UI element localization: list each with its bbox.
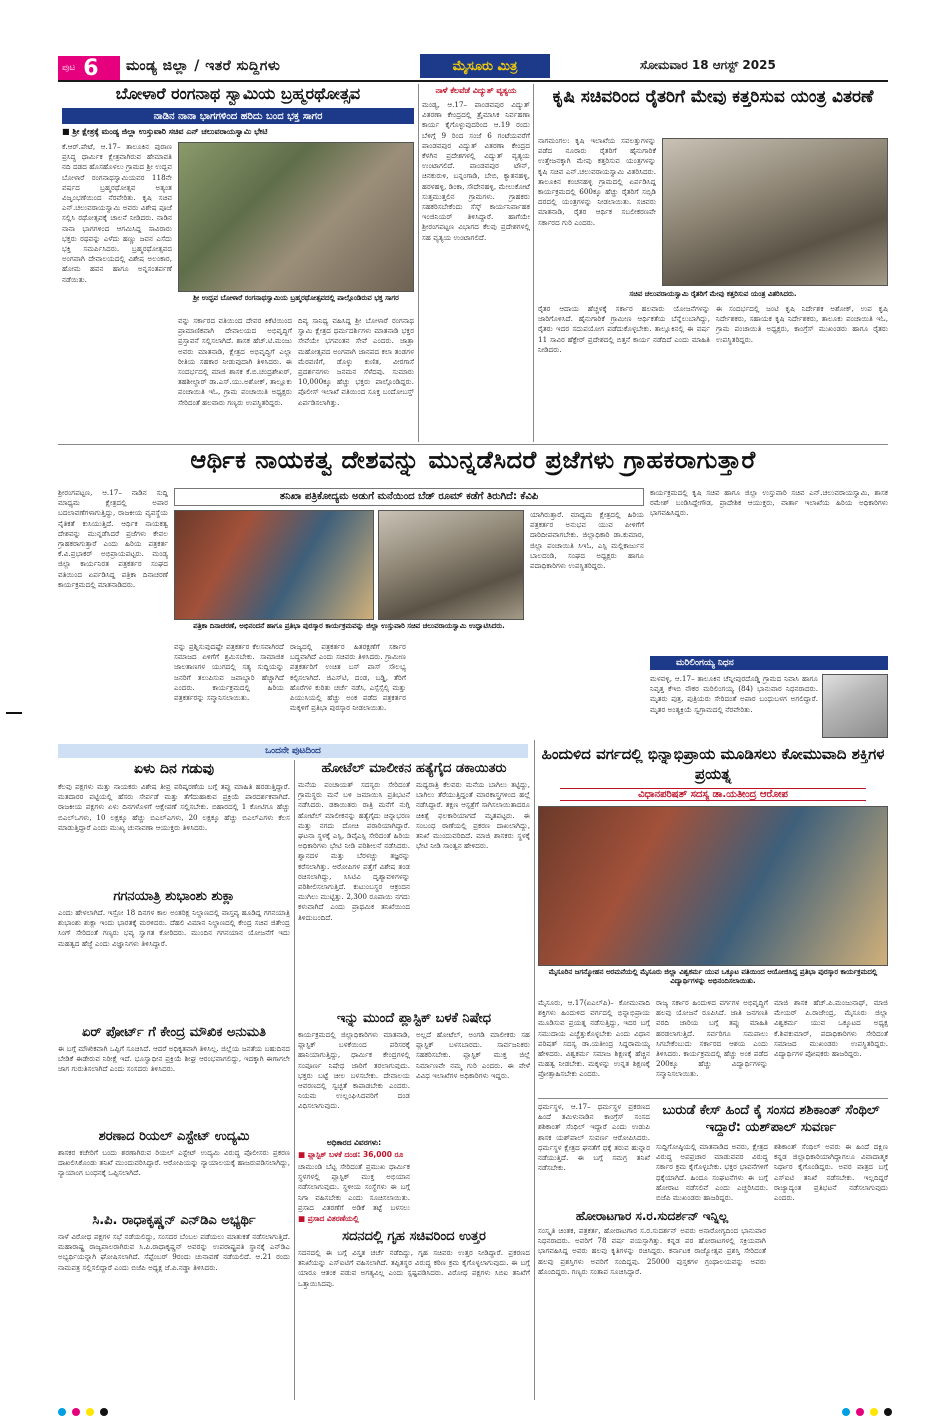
obituary-portrait [822, 674, 888, 738]
gaganayatri-headline: ಗಗನಯಾತ್ರಿ ಶುಭಾಂಶು ಶುಕ್ಲಾ [113, 889, 235, 904]
power-kicker: ನಾಳೆ ಕೆಲವೆಡೆ ವಿದ್ಯುತ್ ವ್ಯತ್ಯಯ [435, 86, 517, 95]
yellow-registration-dot [870, 1408, 878, 1416]
yellow-registration-dot [86, 1408, 94, 1416]
column-rule [533, 84, 534, 442]
economy-body-right: ರಾಜ್ಯದಲ್ಲಿ ಪತ್ರಕರ್ತರ ಹಿತರಕ್ಷಣೆಗೆ ಸರ್ಕಾರ ಬದ್ಧವಾಗಿದೆ ಎಂದು ಸಚಿವರು ತಿಳಿಸಿದರು. ಗ್ರಾಮೀಣ ಪತ್ರಕರ್ತರಿಗೆ ಉಚಿತ ಬಸ್ ಪಾಸ್ ಸೌಲಭ್ಯ ಕಲ್ಪಿಸಲಾಗಿದೆ. ಜಿಎಸ್‌ಟಿ, ದಂಡ, ಬಡ್ಡಿ, ತೆರಿಗೆ ಹೊರೆಗಳ ಕುರಿತು ಚರ್ಚೆ ನಡೆಸಿ, ಎಸ್ಸೆಸ್ಸೆಲ್ಸಿ ಮತ್ತು ಪಿಯುಸಿಯಲ್ಲಿ ಹೆಚ್ಚು ಅಂಕ ಪಡೆದ ಪತ್ರಕರ್ತರ ಮಕ್ಕಳಿಗೆ ಪ್ರತಿಭಾ ಪುರಸ್ಕಾರ ನೀಡಲಾಯಿತು. [290, 642, 406, 713]
page-number: 6 [83, 55, 99, 81]
section-rule [538, 1098, 888, 1099]
communal-subhead: ವಿಧಾನಪರಿಷತ್ ಸದಸ್ಯ ಡಾ.ಯತೀಂದ್ರ ಆರೋಪ [560, 788, 866, 801]
bolare-photo [178, 142, 414, 292]
communal-body-right: ಮಾಜಿ ಶಾಸಕ ಹೆಚ್.ಪಿ.ಮಂಜುನಾಥ್, ಮಾಜಿ ಮೇಯರ್ ಪಿ.ರಾಜೇಂದ್ರ, ಮೈಸೂರು ಜಿಲ್ಲಾ ವಿಶ್ವಕರ್ಮ ಯುವ ಒಕ್ಕೂಟದ ಅಧ್ಯಕ್ಷ ಕೆ.ಶಿವಕುಮಾರ್, ಪದಾಧಿಕಾರಿಗಳು ಸೇರಿದಂತೆ ಸಮಾಜದ ಮುಖಂಡರು ಉಪಸ್ಥಿತರಿದ್ದರು. ವಿದ್ಯಾರ್ಥಿಗಳ ಪೋಷಕರು ಹಾಜರಿದ್ದರು. [774, 998, 888, 1059]
power-body: ಮಂಡ್ಯ, ಆ.17– ಪಾಂಡವಪುರ ವಿದ್ಯುತ್ ವಿತರಣಾ ಕೇಂದ್ರದಲ್ಲಿ ತ್ರೈಮಾಸಿಕ ನಿರ್ವಹಣಾ ಕಾರ್ಯ ಕೈಗೊಳ್ಳುವುದರಿಂದ ಆ.19 ರಂದು ಬೆಳಿಗ್ಗೆ 9 ರಿಂದ ಸಂಜೆ 6 ಗಂಟೆಯವರೆಗೆ ಪಾಂಡವಪುರ ವಿದ್ಯುತ್ ವಿತರಣಾ ಕೇಂದ್ರದ ಕೆಳಗಿನ ಪ್ರದೇಶಗಳಲ್ಲಿ ವಿದ್ಯುತ್ ವ್ಯತ್ಯಯ ಉಂಟಾಗಲಿದೆ. ಪಾಂಡವಪುರ ಟೌನ್, ಚಿನಕುರುಳಿ, ಬನ್ನಂಗಾಡಿ, ಬೇಬಿ, ಕ್ಯಾತನಹಳ್ಳಿ, ಹರಳಹಳ್ಳಿ, ಡಿಂಕಾ, ಸೌದೇನಹಳ್ಳಿ, ಮೇಲುಕೋಟೆ ಸುತ್ತಮುತ್ತಲಿನ ಗ್ರಾಮಗಳು. ಗ್ರಾಹಕರು ಸಹಕರಿಸಬೇಕೆಂದು ಸೆಸ್ಕ್ ಕಾರ್ಯನಿರ್ವಾಹಕ ಇಂಜಿನಿಯರ್ ತಿಳಿಸಿದ್ದಾರೆ. ಹಾಗೆಯೇ ಶ್ರೀರಂಗಪಟ್ಟಣ ವಿಭಾಗದ ಕೆಲವು ಪ್ರದೇಶಗಳಲ್ಲಿ ಸಹ ವ್ಯತ್ಯಯ ಉಂಟಾಗಲಿದೆ. [422, 100, 530, 242]
plastic-headline: ಇನ್ನು ಮುಂದೆ ಪ್ಲಾಸ್ಟಿಕ್ ಬಳಕೆ ನಿಷೇಧ [336, 1011, 492, 1026]
gaganayatri-body: ಎಂದು ಹೇಳಲಾಗಿದೆ. ಇಸ್ರೋ 18 ದಿನಗಳ ಕಾಲ ಅಂತರಿಕ್ಷ ನಿಲ್ದಾಣದಲ್ಲಿ ವಾಸ್ತವ್ಯ ಹೂಡಿದ್ದ ಗಗನಯಾತ್ರಿ ಶುಭಾಂಶು ಶುಕ್ಲಾ ಇಂದು ಭಾರತಕ್ಕೆ ಮರಳಿದರು. ದೆಹಲಿ ವಿಮಾನ ನಿಲ್ದಾಣದಲ್ಲಿ ಕೇಂದ್ರ ಸಚಿವ ಜಿತೇಂದ್ರ ಸಿಂಗ್ ಸೇರಿದಂತೆ ಗಣ್ಯರು ಭವ್ಯ ಸ್ವಾಗತ ಕೋರಿದರು. ಮುಂದಿನ ಗಗನಯಾನ ಯೋಜನೆಗೆ ಇದು ಮಹತ್ವದ ಹೆಜ್ಜೆ ಎಂದು ವಿಜ್ಞಾನಿಗಳು ತಿಳಿಸಿದ್ದಾರೆ. [58, 908, 290, 948]
magenta-registration-dot [72, 1408, 80, 1416]
bolare-caption: ಶ್ರೀ ಉದ್ಭವ ಬೋಳಾರೆ ರಂಗನಾಥಸ್ವಾಮಿಯ ಬ್ರಹ್ಮರಥೋತ್ಸವದಲ್ಲಿ ಪಾಲ್ಗೊಂಡಿರುವ ಭಕ್ತ ಸಾಗರ [193, 294, 399, 302]
column-rule [418, 84, 419, 442]
communal-body-left: ಮೈಸೂರು, ಆ.17(ಏಎಲ್‌ಪಿ)– ಕೋಮುವಾದಿ ಶಕ್ತಿಗಳು ಹಿಂದುಳಿದ ವರ್ಗದಲ್ಲಿ ಭಿನ್ನಾಭಿಪ್ರಾಯ ಮೂಡಿಸುವ ಪ್ರಯತ್ನ ನಡೆಸುತ್ತಿದ್ದು, ಇದರ ಬಗ್ಗೆ ಸಮುದಾಯ ಎಚ್ಚೆತ್ತುಕೊಳ್ಳಬೇಕು ಎಂದು ವಿಧಾನ ಪರಿಷತ್ ಸದಸ್ಯ ಡಾ.ಯತೀಂದ್ರ ಸಿದ್ದರಾಮಯ್ಯ ಹೇಳಿದರು. ವಿಶ್ವಕರ್ಮ ಸಮಾಜ ಶಿಕ್ಷಣಕ್ಕೆ ಹೆಚ್ಚಿನ ಮಹತ್ವ ನೀಡಬೇಕು. ಮಕ್ಕಳನ್ನು ಉನ್ನತ ಶಿಕ್ಷಣಕ್ಕೆ ಪ್ರೋತ್ಸಾಹಿಸಬೇಕು ಎಂದರು. [538, 998, 650, 1079]
krishi-headline: ಕೃಷಿ ಸಚಿವರಿಂದ ರೈತರಿಗೆ ಮೇವು ಕತ್ತರಿಸುವ ಯಂತ್ರ ವಿತರಣೆ [552, 87, 874, 107]
obituary-body: ಮಳವಳ್ಳಿ, ಆ.17– ತಾಲೂಕಿನ ಚೆನ್ನೀಪುರದೊಡ್ಡಿ ಗ್ರಾಮದ ನಿವಾಸಿ ಹಾಗೂ ನಿವೃತ್ತ ಕೆಇಬಿ ನೌಕರ ಮರಿಲಿಂಗಯ್ಯ (84) ಭಾನುವಾರ ನಿಧನರಾದರು. ಮೃತರು ಪುತ್ರ, ಪುತ್ರಿಯರು ಸೇರಿದಂತೆ ಅಪಾರ ಬಂಧುಬಳಗ ಅಗಲಿದ್ದಾರೆ. ಮೃತರ ಅಂತ್ಯಕ್ರಿಯೆ ಸ್ವಗ್ರಾಮದಲ್ಲಿ ನೆರವೇರಿತು. [650, 674, 818, 714]
section-rule [58, 444, 888, 445]
economy-body-far: ಯಾಗಿರುತ್ತಾರೆ. ಮಾಧ್ಯಮ ಕ್ಷೇತ್ರದಲ್ಲಿ ಹಿರಿಯ ಪತ್ರಕರ್ತರ ಅನುಭವ ಯುವ ಪೀಳಿಗೆಗೆ ದಾರಿದೀಪವಾಗಬೇಕು. ಜಿಲ್ಲಾಧಿಕಾರಿ ಡಾ.ಕುಮಾರ, ಜಿಲ್ಲಾ ಪಂಚಾಯಿತಿ ಸಿಇಓ, ಎಸ್ಪಿ ಮಲ್ಲಿಕಾರ್ಜುನ ಬಾಲದಂಡಿ, ಸಂಘದ ಅಧ್ಯಕ್ಷರು ಹಾಗೂ ಪದಾಧಿಕಾರಿಗಳು ಉಪಸ್ಥಿತರಿದ್ದರು. [530, 510, 644, 571]
economy-kicker: ತನಿಖಾ ಪತ್ರಿಕೋದ್ಯಮ ಅಡುಗೆ ಮನೆಯಿಂದ ಬೆಡ್ ರೂಮ್ ಕಡೆಗೆ ತಿರುಗಿದೆ: ಕೆವಿಪಿ [174, 488, 644, 506]
airport-body: ಈ ಬಗ್ಗೆ ಮೌಖಿಕವಾಗಿ ಒಪ್ಪಿಗೆ ಸೂಚಿಸಿದೆ. ಆದರೆ ಅಧಿಕೃತವಾಗಿ ತಿಳಿಸಿಲ್ಲ. ಜಿಲ್ಲೆಯ ಜನತೆಯ ಬಹುದಿನದ ಬೇಡಿಕೆ ಈಡೇರುವ ನಿರೀಕ್ಷೆ ಇದೆ. ಭೂಸ್ವಾಧೀನ ಪ್ರಕ್ರಿಯೆ ಶೀಘ್ರ ಆರಂಭವಾಗಲಿದ್ದು, ಇದಕ್ಕಾಗಿ ಈಗಾಗಲೇ ಜಾಗ ಗುರುತಿಸಲಾಗಿದೆ ಎಂದು ಸಂಸದರು ತಿಳಿಸಿದರು. [58, 1044, 290, 1074]
plastic-fine-2: ■ ಪ್ರಸಾದ ವಿತರಣೆಯಲ್ಲಿ [298, 1214, 359, 1223]
continued-from-page-one: ಒಂದನೇ ಪುಟದಿಂದ [58, 744, 528, 758]
plastic-fine-label: ಅಧಿಕಾರದ ವಿವರಗಳು: [326, 1138, 382, 1147]
elu-dina-headline: ಏಳು ದಿನ ಗಡುವು [133, 761, 214, 777]
obituary-title: ಮರಿಲಿಂಗಯ್ಯ ನಿಧನ [650, 656, 888, 670]
communal-body-mid: ರಾಜ್ಯ ಸರ್ಕಾರ ಹಿಂದುಳಿದ ವರ್ಗಗಳ ಅಭಿವೃದ್ಧಿಗೆ ಹಲವು ಯೋಜನೆ ರೂಪಿಸಿದೆ. ಜಾತಿ ಜನಗಣತಿ ವರದಿ ಜಾರಿಯ ಬಗ್ಗೆ ತಪ್ಪು ಮಾಹಿತಿ ಹರಡಲಾಗುತ್ತಿದೆ. ಸರ್ವರಿಗೂ ಸಮಪಾಲು ಸಿಗಬೇಕೆಂಬುದು ಸರ್ಕಾರದ ಆಶಯ ಎಂದು ತಿಳಿಸಿದರು. ಕಾರ್ಯಕ್ರಮದಲ್ಲಿ ಹೆಚ್ಚು ಅಂಕ ಪಡೆದ 200ಕ್ಕೂ ಹೆಚ್ಚು ವಿದ್ಯಾರ್ಥಿಗಳನ್ನು ಸನ್ಮಾನಿಸಲಾಯಿತು. [656, 998, 768, 1079]
bolare-subhead: ನಾಡಿನ ನಾನಾ ಭಾಗಗಳಿಂದ ಹರಿದು ಬಂದ ಭಕ್ತ ಸಾಗರ [62, 108, 414, 124]
communal-caption: ಮೈಸೂರಿನ ಜಗನ್ಮೋಹನ ಅರಮನೆಯಲ್ಲಿ ಮೈಸೂರು ಜಿಲ್ಲಾ ವಿಶ್ವಕರ್ಮ ಯುವ ಒಕ್ಕೂಟ ವತಿಯಿಂದ ಆಯೋಜಿಸಿದ್ದ ಪ್ರತಿಭಾ ಪುರಸ್ಕಾರ ಕಾರ್ಯಕ್ರಮದಲ್ಲಿ ವಿದ್ಯಾರ್ಥಿಗಳನ್ನು ಅಭಿನಂದಿಸಲಾಯಿತು. [548, 968, 878, 985]
shashikanth-body-right: ಸುದ್ದಿಗೋಷ್ಠಿಯಲ್ಲಿ ಮಾತನಾಡಿದ ಅವರು, ಕ್ಷೇತ್ರದ ವಿರುದ್ಧ ಅಪಪ್ರಚಾರ ಮಾಡುವವರ ವಿರುದ್ಧ ಸರ್ಕಾರ ಕ್ರಮ ಕೈಗೊಳ್ಳಬೇಕು. ಭಕ್ತರ ಭಾವನೆಗಳಿಗೆ ಧಕ್ಕೆಯಾಗಿದೆ. ಹಿಂದೂ ಸಂಘಟನೆಗಳು ಈ ಬಗ್ಗೆ ಹೋರಾಟ ನಡೆಸಲಿವೆ ಎಂದು ಎಚ್ಚರಿಸಿದರು. ಬಿಜೆಪಿ ಮುಖಂಡರು ಹಾಜರಿದ್ದರು. [656, 1142, 768, 1203]
page-number-chip [58, 56, 120, 80]
plastic-fine-1: ■ ಪ್ಲಾಸ್ಟಿಕ್ ಬಳಕೆ ದಂಡ: 36,000 ರೂ [298, 1150, 404, 1159]
realestate-body: ಶಾಸಕರ ಕಚೇರಿಗೆ ಬಂದು ಶರಣಾಗಿರುವ ರಿಯಲ್ ಎಸ್ಟೇಟ್ ಉದ್ಯಮಿ ವಿರುದ್ಧ ಪೊಲೀಸರು ಪ್ರಕರಣ ದಾಖಲಿಸಿಕೊಂಡು ತನಿಖೆ ಮುಂದುವರಿಸಿದ್ದಾರೆ. ಆರೋಪಿಯನ್ನು ನ್ಯಾಯಾಲಯಕ್ಕೆ ಹಾಜರುಪಡಿಸಲಾಗಿದ್ದು, ನ್ಯಾಯಾಂಗ ಬಂಧನಕ್ಕೆ ಒಪ್ಪಿಸಲಾಗಿದೆ. [58, 1148, 290, 1178]
bolare-headline: ಬೋಳಾರೆ ರಂಗನಾಥ ಸ್ವಾಮಿಯ ಬ್ರಹ್ಮರಥೋತ್ಸವ [115, 84, 361, 103]
hotel-headline: ಹೋಟೆಲ್ ಮಾಲೀಕನ ಹತ್ಯೆಗೈದ ಡಕಾಯಿತರು [321, 761, 507, 776]
plastic-body-2: ಚಾಮುಂಡಿ ಬೆಟ್ಟ ಸೇರಿದಂತೆ ಪ್ರಮುಖ ಧಾರ್ಮಿಕ ಸ್ಥಳಗಳಲ್ಲಿ ಪ್ಲಾಸ್ಟಿಕ್ ಮುಕ್ತ ಅಭಿಯಾನ ನಡೆಸಲಾಗುವುದು. ಸ್ಥಳೀಯ ಸಂಸ್ಥೆಗಳು ಈ ಬಗ್ಗೆ ನಿಗಾ ವಹಿಸಬೇಕು ಎಂದು ಸೂಚಿಸಲಾಯಿತು. ಪ್ರಸಾದ ವಿತರಣೆಗೆ ಅಡಿಕೆ ತಟ್ಟೆ ಬಳಸಲು [298, 1162, 410, 1212]
communal-photo [538, 806, 888, 966]
column-rule [534, 740, 535, 1400]
paper-name: ಮೈಸೂರು ಮಿತ್ರ [420, 54, 550, 78]
plastic-body-3: ಅಲ್ಲದೆ ಹೋಟೆಲ್, ಅಂಗಡಿ ಮಾಲೀಕರು ಸಹ ಪ್ಲಾಸ್ಟಿಕ್ ಬಳಸಬಾರದು. ಸಾರ್ವಜನಿಕರು ಸಹಕರಿಸಬೇಕು. ಪ್ಲಾಸ್ಟಿಕ್ ಮುಕ್ತ ಜಿಲ್ಲೆ ನಿರ್ಮಾಣವೇ ನಮ್ಮ ಗುರಿ ಎಂದರು. ಈ ವೇಳೆ ವಿವಿಧ ಇಲಾಖೆಗಳ ಅಧಿಕಾರಿಗಳು ಇದ್ದರು. [416, 1030, 530, 1080]
column-rule [294, 760, 295, 1400]
economy-photo-1 [174, 510, 374, 620]
margin-mark [6, 712, 22, 714]
sudarshan-body: ಸಂಸ್ಕೃತಿ ಚಿಂತಕ, ಪತ್ರಕರ್ತ, ಹೋರಾಟಗಾರ ಸ.ರ.ಸುದರ್ಶನ್ ಅವರು ಅನಾರೋಗ್ಯದಿಂದ ಭಾನುವಾರ ನಿಧನರಾದರು. ಅವರಿಗೆ 78 ವರ್ಷ ವಯಸ್ಸಾಗಿತ್ತು. ಕನ್ನಡ ಪರ ಹೋರಾಟಗಳಲ್ಲಿ ಸಕ್ರಿಯವಾಗಿ ಭಾಗವಹಿಸಿದ್ದ ಅವರು ಹಲವು ಕೃತಿಗಳನ್ನು ರಚಿಸಿದ್ದರು. ಕರ್ನಾಟಕ ರಾಜ್ಯೋತ್ಸವ ಪ್ರಶಸ್ತಿ ಸೇರಿದಂತೆ ಹಲವು ಪ್ರಶಸ್ತಿಗಳು ಅವರಿಗೆ ಸಂದಿದ್ದವು. 25000 ಪುಸ್ತಕಗಳ ಗ್ರಂಥಾಲಯವನ್ನು ಅವರು ಹೊಂದಿದ್ದರು. ಗಣ್ಯರು ಸಂತಾಪ ಸೂಚಿಸಿದ್ದಾರೆ. [538, 1226, 766, 1276]
bolare-body-right: ದಿವ್ಯ ಸಾನಿಧ್ಯ ವಹಿಸಿದ್ದ ಶ್ರೀ ಬೋಳಾರೆ ರಂಗನಾಥ ಸ್ವಾಮಿ ಕ್ಷೇತ್ರದ ಧರ್ಮದರ್ಶಿಗಳು ಮಾತನಾಡಿ ಭಕ್ತರ ಸೇವೆಯೇ ಭಗವಂತನ ಸೇವೆ ಎಂದರು. ಜಾತ್ರಾ ಮಹೋತ್ಸವದ ಅಂಗವಾಗಿ ಜಾನಪದ ಕಲಾ ತಂಡಗಳ ಮೆರವಣಿಗೆ, ಡೊಳ್ಳು ಕುಣಿತ, ವೀರಗಾಸೆ ಪ್ರದರ್ಶನಗಳು ಜನಮನ ಸೆಳೆದವು. ಸುಮಾರು 10,000ಕ್ಕೂ ಹೆಚ್ಚು ಭಕ್ತರು ಪಾಲ್ಗೊಂಡಿದ್ದರು. ಪೊಲೀಸ್ ಇಲಾಖೆ ವತಿಯಿಂದ ಸೂಕ್ತ ಬಂದೋಬಸ್ತ್ ಏರ್ಪಡಿಸಲಾಗಿತ್ತು. [298, 316, 414, 407]
radhakrishnan-body: ನಾಳೆ ವಿರೋಧ ಪಕ್ಷಗಳ ಸಭೆ ನಡೆಯಲಿದ್ದು, ಸಂಸದರ ಬೆಂಬಲ ಪಡೆಯಲು ಮಾತುಕತೆ ನಡೆಸಲಾಗುತ್ತಿದೆ. ಮಹಾರಾಷ್ಟ್ರ ರಾಜ್ಯಪಾಲರಾಗಿರುವ ಸಿ.ಪಿ.ರಾಧಾಕೃಷ್ಣನ್ ಅವರನ್ನು ಉಪರಾಷ್ಟ್ರಪತಿ ಸ್ಥಾನಕ್ಕೆ ಎನ್‌ಡಿಎ ಅಭ್ಯರ್ಥಿಯನ್ನಾಗಿ ಘೋಷಿಸಲಾಗಿದೆ. ಸೆಪ್ಟೆಂಬರ್ 9ರಂದು ಚುನಾವಣೆ ನಡೆಯಲಿದೆ. ಆ.21 ರಂದು ನಾಮಪತ್ರ ಸಲ್ಲಿಸಲಿದ್ದಾರೆ ಎಂದು ಬಿಜೆಪಿ ಅಧ್ಯಕ್ಷ ಜೆ.ಪಿ.ನಡ್ಡಾ ತಿಳಿಸಿದರು. [58, 1232, 290, 1272]
elu-dina-body: ಕೆಲವು ಪಕ್ಷಗಳು ಮತ್ತು ನಾಯಕರು ವಿಶೇಷ ತೀವ್ರ ಪರಿಷ್ಕರಣೆಯ ಬಗ್ಗೆ ತಪ್ಪು ಮಾಹಿತಿ ಹರಡುತ್ತಿದ್ದಾರೆ. ಮತದಾರರ ಪಟ್ಟಿಯಲ್ಲಿ ಹೆಸರು ಸೇರ್ಪಡೆ ಮತ್ತು ತೆಗೆದುಹಾಕುವ ಪ್ರಕ್ರಿಯೆ ಪಾರದರ್ಶಕವಾಗಿದೆ. ರಾಜಕೀಯ ಪಕ್ಷಗಳು ಏಳು ದಿನಗಳೊಳಗೆ ಆಕ್ಷೇಪಣೆ ಸಲ್ಲಿಸಬೇಕು. ಬಿಹಾರದಲ್ಲಿ 1 ಕೋಟಿಗೂ ಹೆಚ್ಚು ಬಿಎಲ್‌ಒಗಳು, 10 ಲಕ್ಷಕ್ಕೂ ಹೆಚ್ಚು ಬಿಎಲ್‌ಎಗಳು, 20 ಲಕ್ಷಕ್ಕೂ ಹೆಚ್ಚು ಬಿಎಲ್‌ಎಗಳು ಕೆಲಸ ಮಾಡುತ್ತಿದ್ದಾರೆ ಎಂದು ಮುಖ್ಯ ಚುನಾವಣಾ ಆಯುಕ್ತರು ತಿಳಿಸಿದರು. [58, 782, 290, 832]
bolare-body-mid: ವನ್ನು ಸರ್ಕಾರದ ವತಿಯಿಂದ ದೇವರ ಕಿಕೆಟಿಯಿಂದ ಪ್ರಾಮಾಣಿಕವಾಗಿ ದೇವಾಲಯದ ಅಭಿವೃದ್ಧಿಗೆ ಪ್ರಸ್ತಾವನೆ ಸಲ್ಲಿಸಲಾಗಿದೆ. ಶಾಸಕ ಹೆಚ್.ಟಿ.ಮಂಜು ಅವರು ಮಾತನಾಡಿ, ಕ್ಷೇತ್ರದ ಅಭಿವೃದ್ಧಿಗೆ ಎಲ್ಲಾ ರೀತಿಯ ಸಹಕಾರ ನೀಡುವುದಾಗಿ ತಿಳಿಸಿದರು. ಈ ಸಂದರ್ಭದಲ್ಲಿ ಮಾಜಿ ಶಾಸಕ ಕೆ.ಬಿ.ಚಂದ್ರಶೇಖರ್, ತಹಶೀಲ್ದಾರ್ ಡಾ.ಎಸ್.ಯು.ಅಶೋಕ್, ತಾಲ್ಲೂಕು ಪಂಚಾಯಿತಿ ಇಓ, ಗ್ರಾಮ ಪಂಚಾಯಿತಿ ಅಧ್ಯಕ್ಷರು ಸೇರಿದಂತೆ ಹಲವಾರು ಗಣ್ಯರು ಉಪಸ್ಥಿತರಿದ್ದರು. [178, 316, 292, 407]
airport-headline: ಏರ್ ಪೋರ್ಟ್ ಗೆ ಕೇಂದ್ರ ಮೌಖಿಕ ಅನುಮತಿ [81, 1025, 267, 1040]
economy-caption: ಪತ್ರಿಕಾ ದಿನಾಚರಣೆ, ಅಭಿನಂದನೆ ಹಾಗೂ ಪ್ರತಿಭಾ ಪುರಸ್ಕಾರ ಕಾರ್ಯಕ್ರಮವನ್ನು ಜಿಲ್ಲಾ ಉಸ್ತುವಾರಿ ಸಚಿವ ಚಲುವರಾಯಸ್ವಾಮಿ ಉದ್ಘಾಟಿಸಿದರು. [193, 622, 505, 630]
hotel-body-2: ಮಧ್ಯರಾತ್ರಿ ಕೆಲವರು ಮನೆಯ ಬಾಗಿಲು ತಟ್ಟಿದ್ದು, ಬಾಗಿಲು ತೆರೆಯುತ್ತಿದ್ದಂತೆ ಮಾರಕಾಸ್ತ್ರಗಳಿಂದ ಹಲ್ಲೆ ನಡೆಸಿದ್ದಾರೆ. ತಕ್ಷಣ ಆಸ್ಪತ್ರೆಗೆ ಸಾಗಿಸಲಾಯಿತಾದರೂ ಚಿಕಿತ್ಸೆ ಫಲಕಾರಿಯಾಗದೆ ಮೃತಪಟ್ಟರು. ಈ ಸಂಬಂಧ ಠಾಣೆಯಲ್ಲಿ ಪ್ರಕರಣ ದಾಖಲಾಗಿದ್ದು, ತನಿಖೆ ಮುಂದುವರಿದಿದೆ. ಮಾಜಿ ಶಾಸಕರು ಸ್ಥಳಕ್ಕೆ ಭೇಟಿ ನೀಡಿ ಸಾಂತ್ವನ ಹೇಳಿದರು. [416, 780, 530, 851]
economy-body-end: ಕಾರ್ಯಕ್ರಮದಲ್ಲಿ ಕೃಷಿ ಸಚಿವ ಹಾಗೂ ಜಿಲ್ಲಾ ಉಸ್ತುವಾರಿ ಸಚಿವ ಎನ್.ಚಲುವರಾಯಸ್ವಾಮಿ, ಶಾಸಕ ರಮೇಶ್ ಬಂಡಿಸಿದ್ದೇಗೌಡ, ಪ್ರಾದೇಶಿಕ ಆಯುಕ್ತರು, ವಾರ್ತಾ ಇಲಾಖೆಯ ಹಿರಿಯ ಅಧಿಕಾರಿಗಳು ಭಾಗವಹಿಸಿದ್ದರು. [650, 488, 888, 518]
krishi-body-right: ಈ ಸಂದರ್ಭದಲ್ಲಿ ಜಂಟಿ ಕೃಷಿ ನಿರ್ದೇಶಕ ಅಶೋಕ್, ಉಪ ಕೃಷಿ ನಿರ್ದೇಶಕರು, ಸಹಾಯಕ ಕೃಷಿ ನಿರ್ದೇಶಕರು, ತಾಲೂಕು ಪಂಚಾಯಿತಿ ಇಓ, ಗ್ರಾಮ ಪಂಚಾಯಿತಿ ಅಧ್ಯಕ್ಷರು, ಕಾಂಗ್ರೆಸ್ ಮುಖಂಡರು ಹಾಗೂ ರೈತರು ಉಪಸ್ಥಿತರಿದ್ದರು. [716, 304, 888, 344]
economy-body-mid: ವನ್ನು ಪ್ರಶ್ನಿಸುವುದಷ್ಟೇ ಪತ್ರಕರ್ತರ ಕೆಲಸವಾಗಿರದೆ ಸಮಾಜದ ಏಳಿಗೆಗೆ ಶ್ರಮಿಸಬೇಕು. ಸಾಮಾಜಿಕ ಜಾಲತಾಣಗಳ ಯುಗದಲ್ಲಿ ಸತ್ಯ ಸುದ್ದಿಯನ್ನು ಜನರಿಗೆ ತಲುಪಿಸುವ ಜವಾಬ್ದಾರಿ ಹೆಚ್ಚಾಗಿದೆ ಎಂದರು. ಕಾರ್ಯಕ್ರಮದಲ್ಲಿ ಹಿರಿಯ ಪತ್ರಕರ್ತರನ್ನು ಸನ್ಮಾನಿಸಲಾಯಿತು. [174, 642, 284, 703]
section-name: ಮಂಡ್ಯ ಜಿಲ್ಲಾ / ಇತರೆ ಸುದ್ದಿಗಳು [126, 58, 281, 74]
krishi-body-left: ರೈತರ ಆದಾಯ ಹೆಚ್ಚಳಕ್ಕೆ ಸರ್ಕಾರ ಹಲವಾರು ಯೋಜನೆಗಳನ್ನು ಜಾರಿಗೊಳಿಸಿದೆ. ಹೈನುಗಾರಿಕೆ ಗ್ರಾಮೀಣ ಆರ್ಥಿಕತೆಯ ಬೆನ್ನೆಲುಬಾಗಿದ್ದು, ರೈತರು ಇದರ ಸದುಪಯೋಗ ಪಡೆದುಕೊಳ್ಳಬೇಕು. ತಾಲ್ಲೂಕಿನಲ್ಲಿ ಈ ವರ್ಷ 11 ಸಾವಿರ ಹೆಕ್ಟೇರ್ ಪ್ರದೇಶದಲ್ಲಿ ಬಿತ್ತನೆ ಕಾರ್ಯ ನಡೆದಿದೆ ಎಂದು ಮಾಹಿತಿ ನೀಡಿದರು. [538, 304, 710, 354]
economy-headline: ಆರ್ಥಿಕ ನಾಯಕತ್ವ ದೇಶವನ್ನು ಮುನ್ನಡೆಸಿದರೆ ಪ್ರಜೆಗಳು ಗ್ರಾಹಕರಾಗುತ್ತಾರೆ [190, 446, 756, 474]
masthead-rule [58, 80, 888, 82]
krishi-caption: ಸಚಿವ ಚಲುವರಾಯಸ್ವಾಮಿ ರೈತರಿಗೆ ಮೇವು ಕತ್ತರಿಸುವ ಯಂತ್ರ ವಿತರಿಸಿದರು. [629, 290, 797, 298]
krishi-body-top: ನಾಗಮಂಗಲ: ಕೃಷಿ ಇಲಾಖೆಯ ಸವಲತ್ತುಗಳನ್ನು ಪಡೆದ ನೂರಾರು ರೈತರಿಗೆ ಹೈನುಗಾರಿಕೆ ಉತ್ತೇಜನಕ್ಕಾಗಿ ಮೇವು ಕತ್ತರಿಸುವ ಯಂತ್ರಗಳನ್ನು ಕೃಷಿ ಸಚಿವ ಎನ್.ಚಲುವರಾಯಸ್ವಾಮಿ ವಿತರಿಸಿದರು. ತಾಲೂಕಿನ ಕಂಚನಹಳ್ಳಿ ಗ್ರಾಮದಲ್ಲಿ ಏರ್ಪಡಿಸಿದ್ದ ಕಾರ್ಯಕ್ರಮದಲ್ಲಿ 600ಕ್ಕೂ ಹೆಚ್ಚು ರೈತರಿಗೆ ಸಬ್ಸಿಡಿ ದರದಲ್ಲಿ ಯಂತ್ರಗಳನ್ನು ನೀಡಲಾಯಿತು. ಸಚಿವರು ಮಾತನಾಡಿ, ರೈತರ ಆರ್ಥಿಕ ಸಬಲೀಕರಣವೇ ಸರ್ಕಾರದ ಗುರಿ ಎಂದರು. [538, 136, 656, 227]
realestate-headline: ಶರಣಾದ ರಿಯಲ್ ಎಸ್ಟೇಟ್ ಉದ್ಯಮಿ [98, 1129, 250, 1144]
shashikanth-headline: ಬುರುಡೆ ಕೇಸ್ ಹಿಂದೆ ಕೈ ಸಂಸದ ಶಶಿಕಾಂತ್ ಸೆಂಥಿಲ್ ಇದ್ದಾರೆ: ಯಶ್‌ಪಾಲ್ ಸುವರ್ಣ [662, 1103, 880, 1135]
bolare-kicker: ■ ಶ್ರೀ ಕ್ಷೇತ್ರಕ್ಕೆ ಮಂಡ್ಯ ಜಿಲ್ಲಾ ಉಸ್ತುವಾರಿ ಸಚಿವ ಎನ್ ಚಲುವರಾಯಸ್ವಾಮಿ ಭೇಟಿ [62, 127, 268, 136]
black-registration-dot [100, 1408, 108, 1416]
shashikanth-body-left: ಧರ್ಮಸ್ಥಳ, ಆ.17– ಧರ್ಮಸ್ಥಳ ಪ್ರಕರಣದ ಹಿಂದೆ ತಮಿಳುನಾಡಿನ ಕಾಂಗ್ರೆಸ್ ಸಂಸದ ಶಶಿಕಾಂತ್ ಸೆಂಥಿಲ್ ಇದ್ದಾರೆ ಎಂದು ಉಡುಪಿ ಶಾಸಕ ಯಶ್‌ಪಾಲ್ ಸುವರ್ಣ ಆರೋಪಿಸಿದರು. ಧರ್ಮಸ್ಥಳ ಕ್ಷೇತ್ರದ ಘನತೆಗೆ ಧಕ್ಕೆ ತರುವ ಹುನ್ನಾರ ನಡೆಯುತ್ತಿದೆ. ಈ ಬಗ್ಗೆ ಸಮಗ್ರ ತನಿಖೆ ನಡೆಸಬೇಕು. [538, 1102, 650, 1173]
economy-photo-2 [378, 510, 524, 620]
communal-headline: ಹಿಂದುಳಿದ ವರ್ಗದಲ್ಲಿ ಭಿನ್ನಾಭಿಪ್ರಾಯ ಮೂಡಿಸಲು ಕೋಮುವಾದಿ ಶಕ್ತಿಗಳ ಪ್ರಯತ್ನ [541, 745, 885, 783]
shashikanth-body-far: ಶಶಿಕಾಂತ್ ಸೆಂಥಿಲ್ ಅವರು ಈ ಹಿಂದೆ ದಕ್ಷಿಣ ಕನ್ನಡ ಜಿಲ್ಲಾಧಿಕಾರಿಯಾಗಿದ್ದಾಗಲೂ ವಿವಾದಾತ್ಮಕ ನಿರ್ಧಾರ ಕೈಗೊಂಡಿದ್ದರು. ಅವರ ಪಾತ್ರದ ಬಗ್ಗೆ ಎಸ್‌ಐಟಿ ತನಿಖೆ ನಡೆಸಬೇಕು. ಇಲ್ಲದಿದ್ದರೆ ರಾಜ್ಯಾದ್ಯಂತ ಪ್ರತಿಭಟನೆ ನಡೆಸಲಾಗುವುದು ಎಂದರು. [774, 1142, 888, 1203]
cyan-registration-dot [842, 1408, 850, 1416]
page-label: ಪುಟ [62, 63, 76, 73]
economy-body-left: ಶ್ರೀರಂಗಪಟ್ಟಣ, ಆ.17– ನಾಡಿನ ಸುದ್ದಿ ಮಾಧ್ಯಮ ಕ್ಷೇತ್ರದಲ್ಲಿ ಅಪಾರ ಬದಲಾವಣೆಗಳಾಗುತ್ತಿದ್ದು, ರಾಜಕೀಯ ವ್ಯವಸ್ಥೆಯ ನೈತಿಕತೆ ಕುಸಿಯುತ್ತಿದೆ. ಆರ್ಥಿಕ ನಾಯಕತ್ವ ದೇಶವನ್ನು ಮುನ್ನಡೆಸಿದರೆ ಪ್ರಜೆಗಳು ಕೇವಲ ಗ್ರಾಹಕರಾಗುತ್ತಾರೆ ಎಂದು ಹಿರಿಯ ಪತ್ರಕರ್ತ ಕೆ.ವಿ.ಪ್ರಭಾಕರ್ ಅಭಿಪ್ರಾಯಪಟ್ಟರು. ಮಂಡ್ಯ ಜಿಲ್ಲಾ ಕಾರ್ಯನಿರತ ಪತ್ರಕರ್ತರ ಸಂಘದ ವತಿಯಿಂದ ಏರ್ಪಡಿಸಿದ್ದ ಪತ್ರಿಕಾ ದಿನಾಚರಣೆ ಕಾರ್ಯಕ್ರಮದಲ್ಲಿ ಮಾತನಾಡಿದರು. [58, 488, 168, 589]
housing-headline: ಸದನದಲ್ಲಿ ಗೃಹ ಸಚಿವರಿಂದ ಉತ್ತರ [342, 1229, 486, 1244]
plastic-body: ಕಾರ್ಯಕ್ರಮದಲ್ಲಿ ಜಿಲ್ಲಾಧಿಕಾರಿಗಳು ಮಾತನಾಡಿ, ಪ್ಲಾಸ್ಟಿಕ್ ಬಳಕೆಯಿಂದ ಪರಿಸರಕ್ಕೆ ಹಾನಿಯಾಗುತ್ತಿದ್ದು, ಧಾರ್ಮಿಕ ಕೇಂದ್ರಗಳಲ್ಲಿ ಸಂಪೂರ್ಣ ನಿಷೇಧ ಜಾರಿಗೆ ತರಲಾಗುವುದು. ಭಕ್ತರು ಬಟ್ಟೆ ಚೀಲ ಬಳಸಬೇಕು. ದೇವಾಲಯ ಆವರಣದಲ್ಲಿ ಸ್ವಚ್ಛತೆ ಕಾಪಾಡಬೇಕು ಎಂದರು. ನಿಯಮ ಉಲ್ಲಂಘಿಸಿದವರಿಗೆ ದಂಡ ವಿಧಿಸಲಾಗುವುದು. [298, 1030, 410, 1111]
hotel-body: ಮನೆಯ ಪಂಚಾಯತ್ ಸದಸ್ಯರು ಸೇರಿದಂತೆ ಗ್ರಾಮಸ್ಥರು ಮನೆ ಬಳಿ ಜಮಾಯಿಸಿ ಪ್ರತಿಭಟನೆ ನಡೆಸಿದರು. ಡಕಾಯಿತರು ರಾತ್ರಿ ಮನೆಗೆ ನುಗ್ಗಿ ಹೋಟೆಲ್ ಮಾಲೀಕನನ್ನು ಹತ್ಯೆಗೈದು ಚಿನ್ನಾಭರಣ ಮತ್ತು ನಗದು ದೋಚಿ ಪರಾರಿಯಾಗಿದ್ದಾರೆ. ಘಟನಾ ಸ್ಥಳಕ್ಕೆ ಎಸ್ಪಿ, ಡಿವೈಎಸ್ಪಿ ಸೇರಿದಂತೆ ಹಿರಿಯ ಅಧಿಕಾರಿಗಳು ಭೇಟಿ ನೀಡಿ ಪರಿಶೀಲನೆ ನಡೆಸಿದರು. ಶ್ವಾನದಳ ಮತ್ತು ಬೆರಳಚ್ಚು ತಜ್ಞರನ್ನು ಕರೆಸಲಾಗಿತ್ತು. ಆರೋಪಿಗಳ ಪತ್ತೆಗೆ ವಿಶೇಷ ತಂಡ ರಚಿಸಲಾಗಿದ್ದು, ಸಿಸಿಟಿವಿ ದೃಶ್ಯಾವಳಿಗಳನ್ನು ಪರಿಶೀಲಿಸಲಾಗುತ್ತಿದೆ. ಕುಟುಂಬಸ್ಥರ ಆಕ್ರಂದನ ಮುಗಿಲು ಮುಟ್ಟಿತ್ತು. 2,300 ರೂಪಾಯಿ ನಗದು ಕಳುವಾಗಿದೆ ಎಂದು ಪ್ರಾಥಮಿಕ ತನಿಖೆಯಿಂದ ತಿಳಿದುಬಂದಿದೆ. [298, 780, 410, 922]
black-registration-dot [884, 1408, 892, 1416]
housing-body: ಸದನದಲ್ಲಿ ಈ ಬಗ್ಗೆ ವಿಸ್ತೃತ ಚರ್ಚೆ ನಡೆದಿದ್ದು, ಗೃಹ ಸಚಿವರು ಉತ್ತರ ನೀಡಿದ್ದಾರೆ. ಪ್ರಕರಣದ ತನಿಖೆಯನ್ನು ಎಸ್‌ಐಟಿಗೆ ವಹಿಸಲಾಗಿದೆ. ತಪ್ಪಿತಸ್ಥರ ವಿರುದ್ಧ ಕಠಿಣ ಕ್ರಮ ಕೈಗೊಳ್ಳಲಾಗುವುದು. ಈ ಬಗ್ಗೆ ಯಾರೂ ಆತಂಕ ಪಡುವ ಅಗತ್ಯವಿಲ್ಲ ಎಂದು ಸ್ಪಷ್ಟಪಡಿಸಿದರು. ವಿರೋಧ ಪಕ್ಷಗಳು ಸಿಬಿಐ ತನಿಖೆಗೆ ಒತ್ತಾಯಿಸಿದವು. [298, 1248, 530, 1288]
magenta-registration-dot [856, 1408, 864, 1416]
krishi-photo [662, 138, 888, 286]
radhakrishnan-headline: ಸಿ.ಪಿ. ರಾಧಾಕೃಷ್ಣನ್ ಎನ್‌ಡಿಎ ಅಭ್ಯರ್ಥಿ [92, 1213, 256, 1228]
cyan-registration-dot [58, 1408, 66, 1416]
issue-date: ಸೋಮವಾರ 18 ಆಗಸ್ಟ್ 2025 [640, 58, 776, 72]
sudarshan-headline: ಹೋರಾಟಗಾರ ಸ.ರ.ಸುದರ್ಶನ್ ಇನ್ನಿಲ್ಲ [575, 1209, 729, 1223]
bolare-body-left: ಕೆ.ಆರ್.ಪೇಟೆ, ಆ.17– ತಾಲೂಕಿನ ಪುರಾಣ ಪ್ರಸಿದ್ಧ ಧಾರ್ಮಿಕ ಕ್ಷೇತ್ರವಾಗಿರುವ ಹೇಮಾವತಿ ನದಿ ದಡದ ಹೊಸಹೊಳಲು ಗ್ರಾಮದ ಶ್ರೀ ಉದ್ಭವ ಬೋಳಾರೆ ರಂಗನಾಥಸ್ವಾಮಿಯವರ 118ನೇ ವರ್ಷದ ಬ್ರಹ್ಮರಥೋತ್ಸವ ಅತ್ಯಂತ ವಿಜೃಂಭಣೆಯಿಂದ ನೆರವೇರಿತು. ಕೃಷಿ ಸಚಿವ ಎನ್.ಚಲುವರಾಯಸ್ವಾಮಿ ಅವರು ವಿಶೇಷ ಪೂಜೆ ಸಲ್ಲಿಸಿ ರಥೋತ್ಸವಕ್ಕೆ ಚಾಲನೆ ನೀಡಿದರು. ನಾಡಿನ ನಾನಾ ಭಾಗಗಳಿಂದ ಆಗಮಿಸಿದ್ದ ಸಾವಿರಾರು ಭಕ್ತರು ರಥವನ್ನು ಎಳೆದು ಹಣ್ಣು ಜವನ ಎಸೆದು ಭಕ್ತಿ ಸಮರ್ಪಿಸಿದರು. ಬ್ರಹ್ಮರಥೋತ್ಸವದ ಅಂಗವಾಗಿ ದೇವಾಲಯದಲ್ಲಿ ವಿಶೇಷ ಅಲಂಕಾರ, ಹೋಮ ಹವನ ಹಾಗೂ ಅನ್ನಸಂತರ್ಪಣೆ ನಡೆಯಿತು. [62, 142, 172, 284]
